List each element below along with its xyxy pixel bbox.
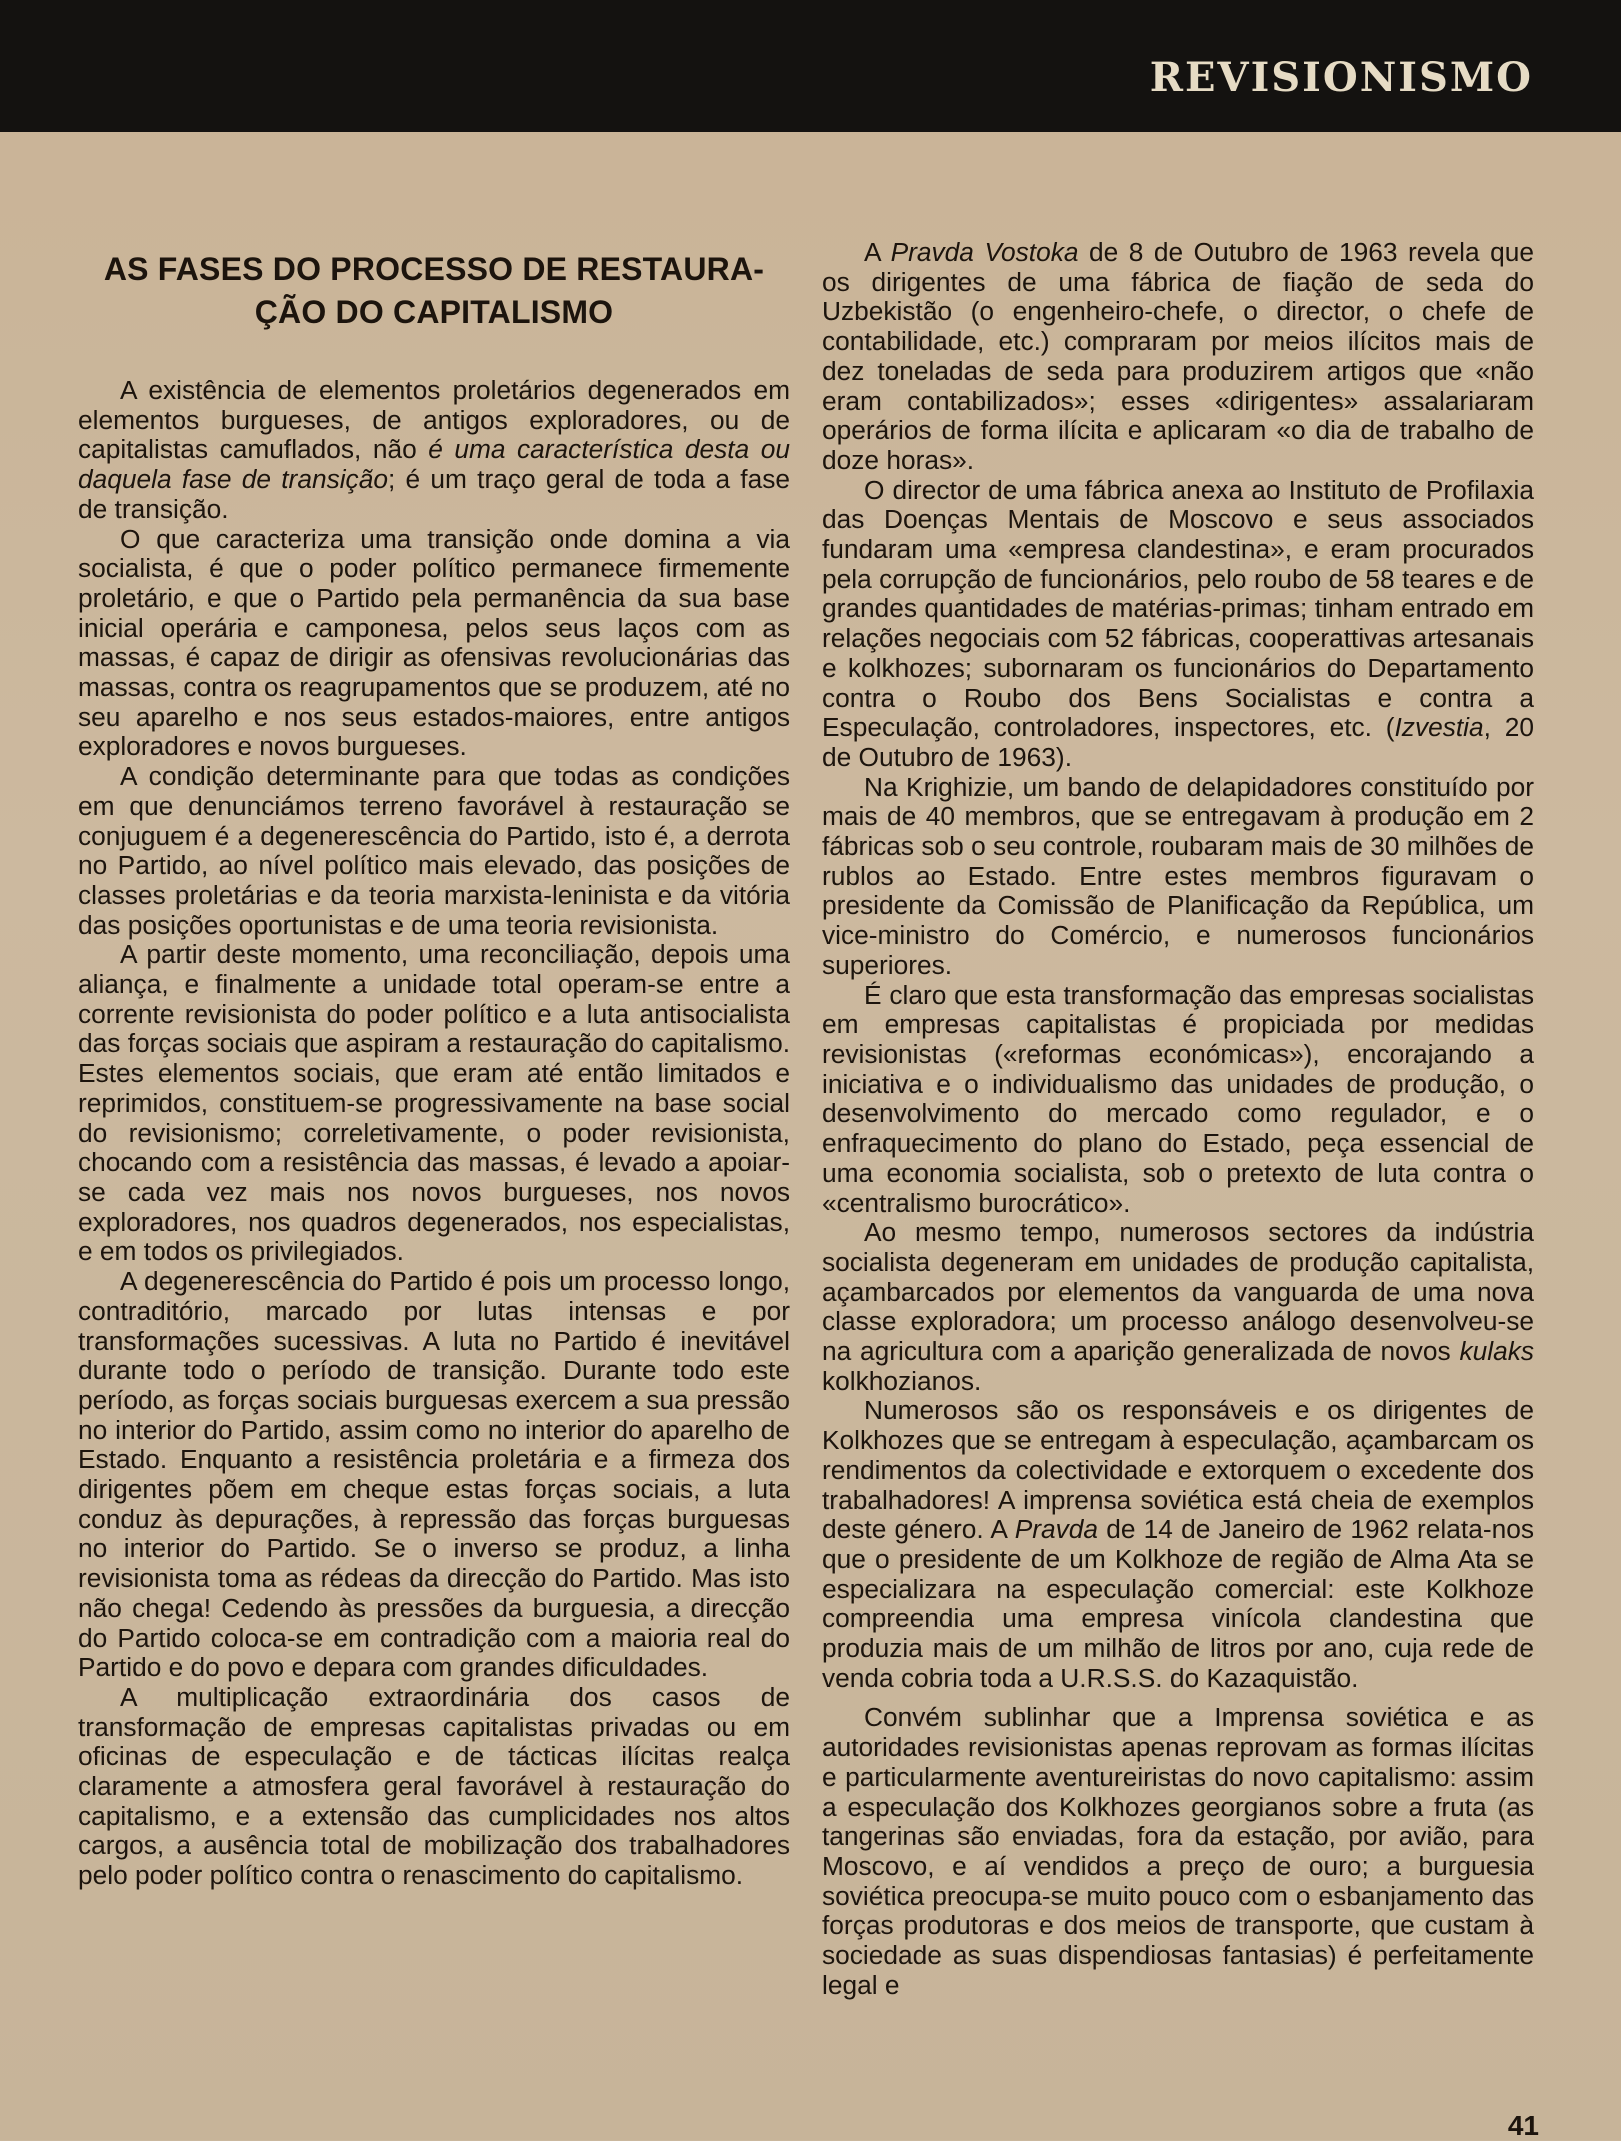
emphasis-text: kulaks <box>1459 1336 1534 1367</box>
newspaper-name: Pravda Vostoka <box>890 237 1079 267</box>
article-title <box>78 248 790 334</box>
paragraph-text: A <box>864 237 891 267</box>
paragraph <box>78 376 790 525</box>
article-title-line-2: ÇÃO DO CAPITALISMO <box>254 294 614 330</box>
paragraph-text: , 20 de Outubro de 1963). <box>822 712 1534 772</box>
section-title: REVISIONISMO <box>1149 54 1533 101</box>
paragraph-text: kolkhozianos. <box>822 1365 982 1396</box>
paragraph <box>822 1396 1534 1693</box>
left-column <box>78 238 790 1891</box>
paragraph <box>822 476 1534 773</box>
paragraph: A condição determinante para que todas as condições em que denunciámos terreno favorável à restauração se conjuguem é a degenerescência do Partido, isto é, a derrota no Partido, ao nível político mais elevado, das posições de classes proletárias e da teoria marxista-leninista e da vitória das posições oportunistas e de uma teoria revisionista. <box>78 761 790 940</box>
paragraph: É claro que esta transformação das empresas socialistas em empresas capitalistas é propiciada por medidas revisionistas («reformas económicas»), encorajando a iniciativa e o individualismo das unidades de produção, o desenvolvimento do mercado como regulador, e o enfraquecimento do plano do Estado, peça essencial de uma economia socialista, sob o pretexto de luta contra o «centralismo burocrático». <box>822 979 1534 1218</box>
paragraph: Convém sublinhar que a Imprensa soviética e as autoridades revisionistas apenas reprovam as formas ilícitas e particularmente aventureiristas do novo capitalismo: assim a especulação dos Kolkhozes georgianos sobre a fruta (as tangerinas são enviadas, fora da estação, por avião, para Moscovo, e aí vendidos a preço de ouro; a burguesia soviética preocupa-se muito pouco com o esbanjamento das forças produtoras e dos meios de transporte, que custam à sociedade as suas dispendiosas fantasias) é perfeitamente legal e <box>822 1702 1534 2000</box>
paragraph <box>822 1218 1534 1396</box>
paragraph-text: O director de uma fábrica anexa ao Instituto de Profilaxia das Doenças Mentais de Moscovo e seus associados fundaram uma «empresa clandestina», e eram procurados pela corrupção de funcionários, pelo roubo de 58 teares e de grandes quantidades de matérias-primas; tinham entrado em relações negociais com 52 fábricas, cooperattivas artesanais e kolkhozes; subornaram os funcionários do Departamento contra o Roubo dos Bens Socialistas e contra a Especulação, controladores, inspectores, etc. ( <box>822 474 1534 743</box>
paragraph-text: Ao mesmo tempo, numerosos sectores da indústria socialista degeneram em unidades de produção capitalista, açambarcados por elementos da vanguarda de uma nova classe exploradora; um processo análogo desenvolveu-se na agricultura com a aparição generalizada de novos <box>822 1217 1534 1367</box>
paragraph: A multiplicação extraordinária dos casos de transformação de empresas capitalistas privadas ou em oficinas de especulação e de tácticas ilícitas realça claramente a atmosfera geral favorável à restauração do capitalismo, e a extensão das cumplicidades nos altos cargos, a ausência total de mobilização dos trabalhadores pelo poder político contra o renascimento do capitalismo. <box>78 1681 790 1891</box>
paragraph-text: A existência de elementos proletários degenerados em elementos burgueses, de antigos exploradores, ou de capitalistas camuflados, não <box>78 375 790 465</box>
page-number: 41 <box>1507 2110 1539 2141</box>
paragraph-text: de 14 de Janeiro de 1962 relata-nos que o presidente de um Kolkhoze de região de Alma Ata se especializara na especulação comercial: este Kolkhoze compreendia uma empresa vinícola clandestina que produzia mais de um milhão de litros por ano, cuja rede de venda cobria toda a U.R.S.S. do Kazaquistão. <box>822 1514 1534 1693</box>
paragraph: A partir deste momento, uma reconciliação, depois uma aliança, e finalmente a unidade total operam-se entre a corrente revisionista do poder político e a luta antisocialista das forças sociais que aspiram a restauração do capitalismo. Estes elementos sociais, que eram até então limitados e reprimidos, constituem-se progressivamente na base social do revisionismo; correletivamente, o poder revisionista, chocando com a resistência das massas, é levado a apoiar-se cada vez mais nos novos burgueses, nos novos exploradores, nos quadros degenerados, nos especialistas, e em todos os privilegiados. <box>78 939 790 1267</box>
newspaper-name: Pravda <box>1014 1514 1099 1545</box>
paragraph-text: Numerosos são os responsáveis e os dirigentes de Kolkhozes que se entregam à especulação, açambarcam os rendimentos da colectividade e extorquem o excedente dos trabalhadores! A imprensa soviética está cheia de exemplos deste género. A <box>822 1395 1534 1545</box>
emphasis-text: é uma característica desta ou daquela fase de transição <box>78 434 790 495</box>
newspaper-name: Izvestia <box>1394 712 1484 743</box>
header-bar <box>0 0 1621 132</box>
paragraph-text: ; é um traço geral de toda a fase de transição. <box>78 464 791 524</box>
right-column <box>822 238 1534 2000</box>
paragraph: O que caracteriza uma transição onde domina a via socialista, é que o poder político permanece firmemente proletário, e que o Partido pela permanência da sua base inicial operária e camponesa, pelos seus laços com as massas, é capaz de dirigir as ofensivas revolucionárias das massas, contra os reagrupamentos que se produzem, até no seu aparelho e nos seus estados-maiores, entre antigos exploradores e novos burgueses. <box>78 523 790 762</box>
article-title-line-1: AS FASES DO PROCESSO DE RESTAURA- <box>103 251 765 287</box>
paragraph: A degenerescência do Partido é pois um processo longo, contraditório, marcado por lutas intensas e por transformações sucessivas. A luta no Partido é inevitável durante todo o período de transição. Durante todo este período, as forças sociais burguesas exercem a sua pressão no interior do Partido, assim como no interior do aparelho de Estado. Enquanto a resistência proletária e a firmeza dos dirigentes põem em cheque estas forças sociais, a luta conduz às depurações, à repressão das forças burguesas no interior do Partido. Se o inverso se produz, a linha revisionista toma as rédeas da direcção do Partido. Mas isto não chega! Cedendo às pressões da burguesia, a direcção do Partido coloca-se em contradição com a maioria real do Partido e do povo e depara com grandes dificuldades. <box>78 1266 790 1683</box>
paragraph-text: de 8 de Outubro de 1963 revela que os dirigentes de uma fábrica de fiação de seda do Uzbekistão (o engenheiro-chefe, o director, o chefe de contabilidade, etc.) compraram por meios ilícitos mais de dez toneladas de seda para produzirem artigos que «não eram contabilizados»; esses «dirigentes» assalariaram operários de forma ilícita e aplicaram «o dia de trabalho de doze horas». <box>822 237 1535 475</box>
paragraph <box>822 238 1534 476</box>
paragraph: Na Krighizie, um bando de delapidadores constituído por mais de 40 membros, que se entregavam à produção em 2 fábricas sob o seu controle, roubaram mais de 30 milhões de rublos ao Estado. Entre estes membros figuravam o presidente da Comissão de Planificação da República, um vice-ministro do Comércio, e numerosos funcionários superiores. <box>822 771 1534 980</box>
